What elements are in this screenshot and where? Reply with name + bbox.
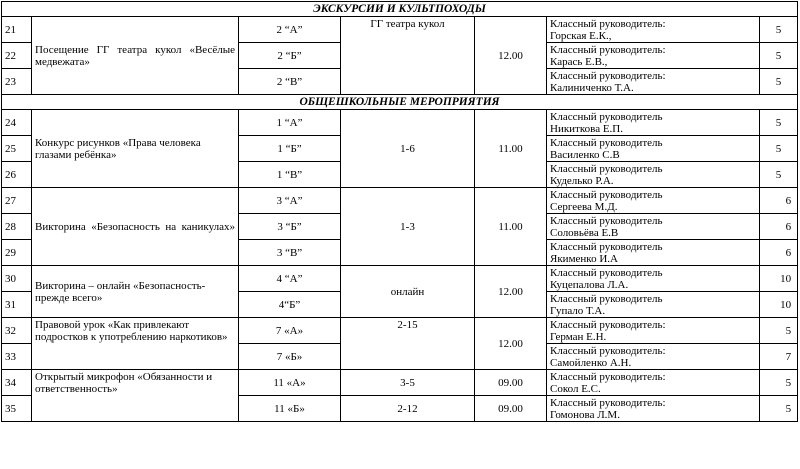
responsible-name: Василенко С.В (550, 148, 620, 161)
responsible-person (547, 162, 760, 188)
event-time: 11.00 (475, 188, 547, 266)
responsible-name: Горская Е.К., (550, 29, 612, 42)
participant-count: 5 (760, 43, 798, 69)
table-row (2, 17, 798, 43)
participant-count: 5 (760, 136, 798, 162)
row-number: 22 (2, 43, 32, 69)
responsible-name: Сокол Е.С. (550, 382, 601, 395)
participant-count: 6 (760, 214, 798, 240)
responsible-person (547, 396, 760, 422)
section-title-school-events: ОБЩЕШКОЛЬНЫЕ МЕРОПРИЯТИЯ (2, 95, 798, 110)
table-row (2, 318, 798, 344)
row-number: 29 (2, 240, 32, 266)
participant-count: 5 (760, 318, 798, 344)
participant-count: 10 (760, 292, 798, 318)
row-number: 27 (2, 188, 32, 214)
event-place: 1-3 (341, 188, 475, 266)
responsible-name: Никиткова Е.П. (550, 122, 623, 135)
row-number: 25 (2, 136, 32, 162)
section-title-excursions: ЭКСКУРСИИ И КУЛЬТПОХОДЫ (2, 2, 798, 17)
event-time: 09.00 (475, 396, 547, 422)
responsible-person (547, 318, 760, 344)
row-number: 23 (2, 69, 32, 95)
class-name: 3 “А” (239, 188, 341, 214)
participant-count: 5 (760, 110, 798, 136)
class-name: 2 “А” (239, 17, 341, 43)
table-row (2, 188, 798, 214)
responsible-name: Калиниченко Т.А. (550, 81, 634, 94)
responsible-person (547, 188, 760, 214)
responsible-role: Классный руководитель (550, 240, 663, 253)
row-number: 31 (2, 292, 32, 318)
responsible-person (547, 266, 760, 292)
event-name: Посещение ГГ театра кукол «Весёлые медвежата» (32, 17, 239, 95)
responsible-person (547, 136, 760, 162)
class-name: 11 «А» (239, 370, 341, 396)
row-number: 24 (2, 110, 32, 136)
table-row (2, 110, 798, 136)
event-name: Конкурс рисунков «Права человека глазами ребёнка» (32, 110, 239, 188)
row-number: 32 (2, 318, 32, 344)
responsible-role: Классный руководитель (550, 188, 663, 201)
event-name: Правовой урок «Как привлекают подростков к употреблению наркотиков» (32, 318, 239, 370)
responsible-person (547, 292, 760, 318)
participant-count: 5 (760, 162, 798, 188)
responsible-role: Классный руководитель (550, 136, 663, 149)
responsible-role: Классный руководитель (550, 266, 663, 279)
participant-count: 5 (760, 396, 798, 422)
participant-count: 5 (760, 17, 798, 43)
responsible-person (547, 214, 760, 240)
class-name: 1 “В” (239, 162, 341, 188)
responsible-person (547, 370, 760, 396)
event-time: 09.00 (475, 370, 547, 396)
responsible-role: Классный руководитель: (550, 396, 666, 409)
responsible-person (547, 69, 760, 95)
responsible-person (547, 240, 760, 266)
participant-count: 5 (760, 370, 798, 396)
responsible-name: Куцепалова Л.А. (550, 278, 629, 291)
responsible-role: Классный руководитель: (550, 17, 666, 30)
event-place: 3-5 (341, 370, 475, 396)
responsible-name: Гомонова Л.М. (550, 408, 620, 421)
event-place: 2-12 (341, 396, 475, 422)
event-time: 11.00 (475, 110, 547, 188)
event-time: 12.00 (475, 318, 547, 370)
table-row (2, 266, 798, 292)
responsible-role: Классный руководитель (550, 110, 663, 123)
events-table (1, 1, 798, 422)
participant-count: 6 (760, 240, 798, 266)
event-name: Открытый микрофон «Обязанности и ответственность» (32, 370, 239, 422)
responsible-name: Куделько Р.А. (550, 174, 614, 187)
class-name: 3 “В” (239, 240, 341, 266)
event-name: Викторина – онлайн «Безопасность- прежде всего» (32, 266, 239, 318)
table-row (2, 370, 798, 396)
class-name: 1 “Б” (239, 136, 341, 162)
row-number: 26 (2, 162, 32, 188)
responsible-name: Самойленко А.Н. (550, 356, 632, 369)
event-place: онлайн (341, 266, 475, 318)
responsible-name: Гупало Т.А. (550, 304, 606, 317)
class-name: 1 “А” (239, 110, 341, 136)
participant-count: 7 (760, 344, 798, 370)
event-place: 1-6 (341, 110, 475, 188)
responsible-name: Соловьёва Е.В (550, 226, 619, 239)
row-number: 21 (2, 17, 32, 43)
responsible-role: Классный руководитель: (550, 370, 666, 383)
row-number: 35 (2, 396, 32, 422)
responsible-name: Герман Е.Н. (550, 330, 607, 343)
row-number: 30 (2, 266, 32, 292)
row-number: 28 (2, 214, 32, 240)
class-name: 2 “В” (239, 69, 341, 95)
responsible-role: Классный руководитель: (550, 43, 666, 56)
responsible-name: Якименко И.А (550, 252, 618, 265)
event-time: 12.00 (475, 266, 547, 318)
responsible-role: Классный руководитель: (550, 344, 666, 357)
class-name: 3 “Б” (239, 214, 341, 240)
participant-count: 10 (760, 266, 798, 292)
responsible-person (547, 344, 760, 370)
responsible-role: Классный руководитель (550, 162, 663, 175)
responsible-person (547, 17, 760, 43)
responsible-person (547, 43, 760, 69)
class-name: 4 “А” (239, 266, 341, 292)
event-name: Викторина «Безопасность на каникулах» (32, 188, 239, 266)
responsible-role: Классный руководитель: (550, 69, 666, 82)
participant-count: 6 (760, 188, 798, 214)
event-place: ГГ театра кукол (341, 17, 475, 95)
responsible-role: Классный руководитель: (550, 318, 666, 331)
responsible-role: Классный руководитель (550, 292, 663, 305)
row-number: 33 (2, 344, 32, 370)
event-place: 2-15 (341, 318, 475, 370)
class-name: 7 «Б» (239, 344, 341, 370)
responsible-name: Карась Е.В., (550, 55, 608, 68)
responsible-person (547, 110, 760, 136)
responsible-role: Классный руководитель (550, 214, 663, 227)
class-name: 7 «А» (239, 318, 341, 344)
event-time: 12.00 (475, 17, 547, 95)
row-number: 34 (2, 370, 32, 396)
participant-count: 5 (760, 69, 798, 95)
class-name: 4“Б” (239, 292, 341, 318)
class-name: 11 «Б» (239, 396, 341, 422)
class-name: 2 “Б” (239, 43, 341, 69)
responsible-name: Сергеева М.Д. (550, 200, 618, 213)
